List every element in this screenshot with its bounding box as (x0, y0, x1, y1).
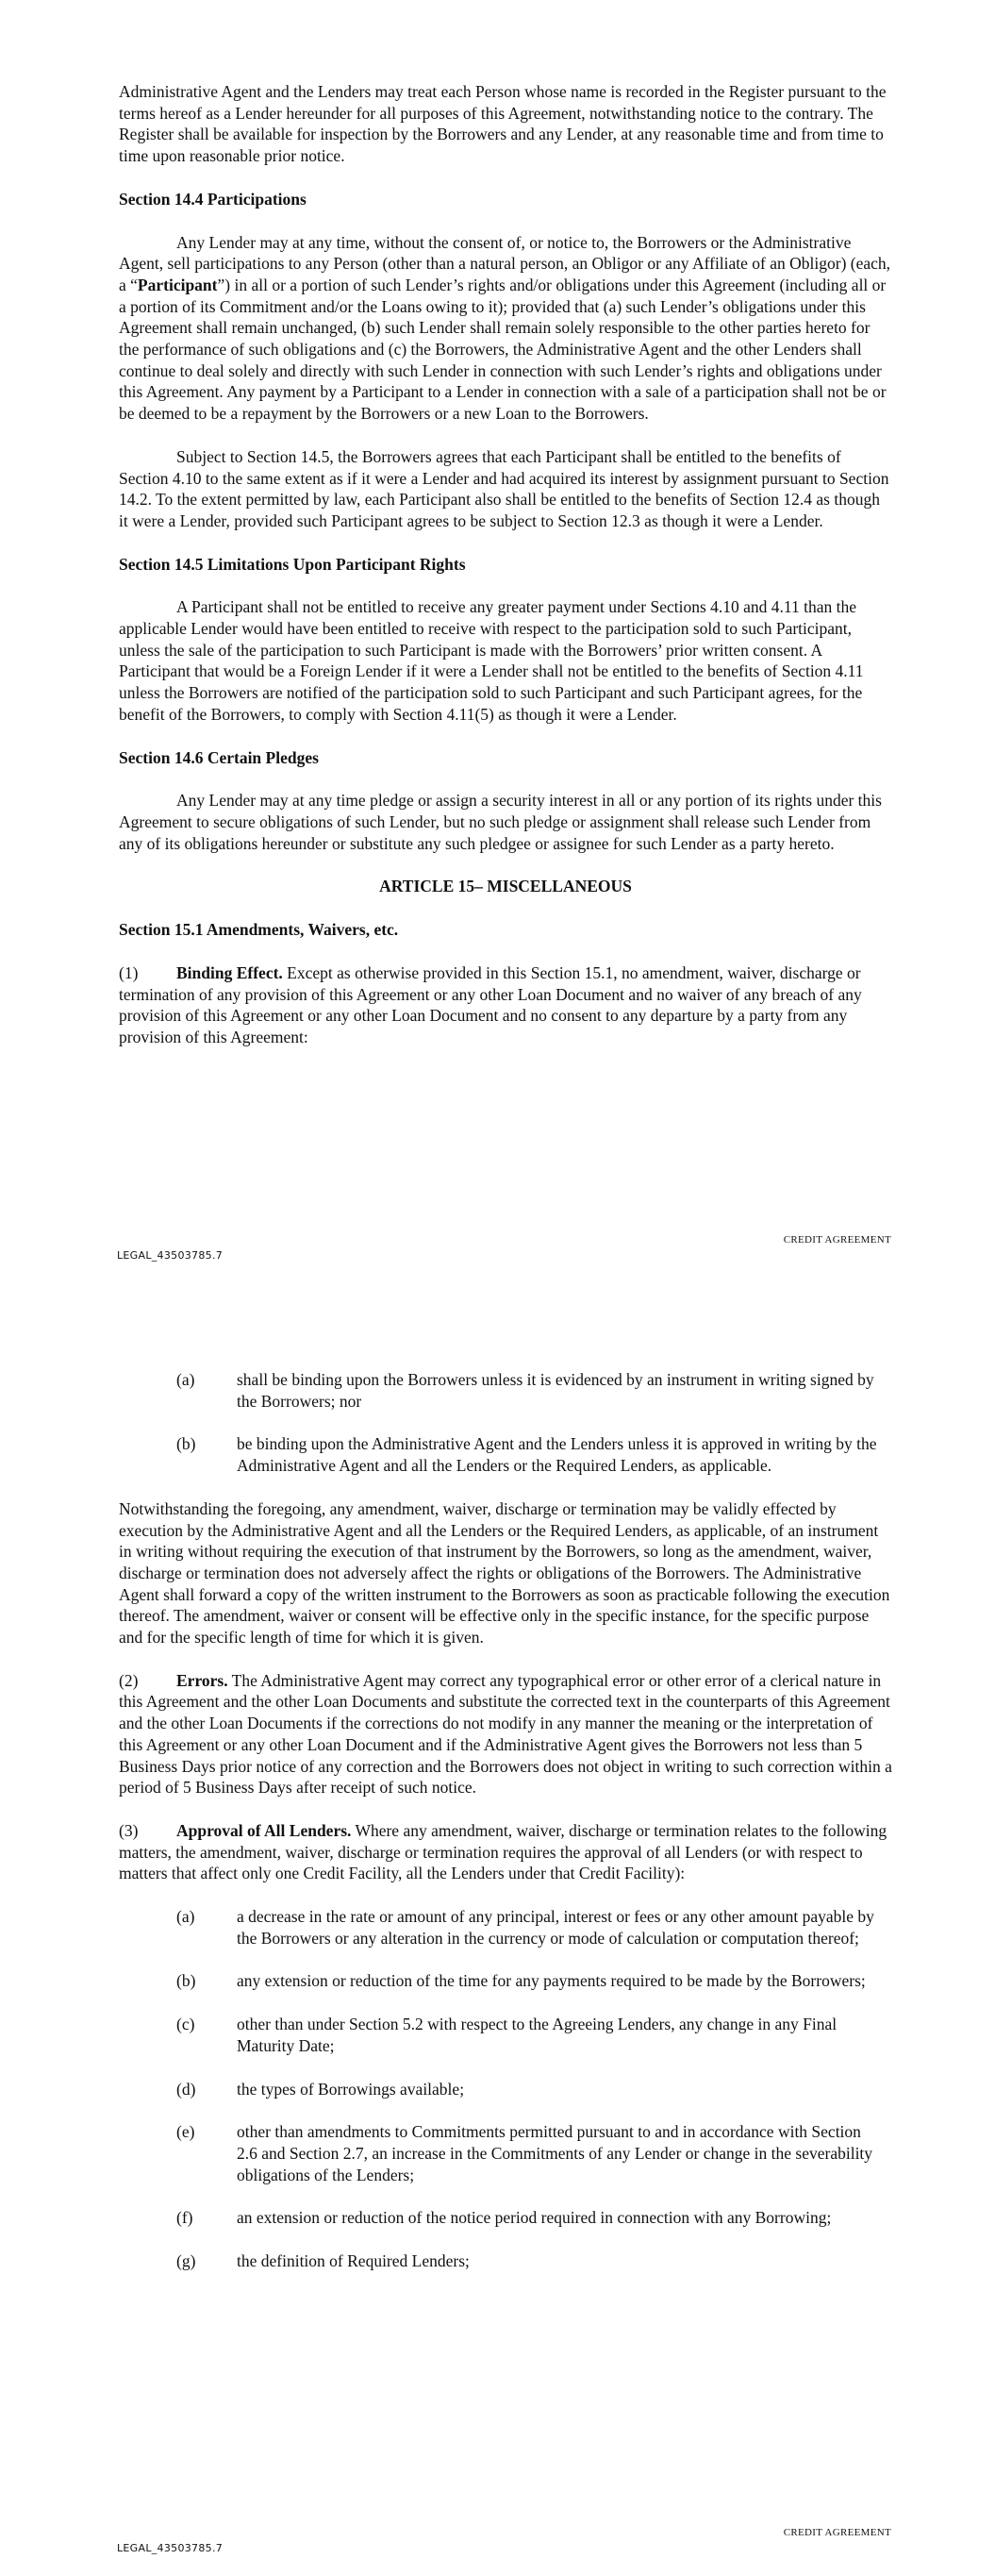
item-text: other than amendments to Commitments permitted pursuant to and in accordance with Section 2.6 and Section 2.7, an increase in the Commitments of any Lender or change in the severability obligations of the Lenders; (237, 2122, 873, 2184)
item-text: the definition of Required Lenders; (237, 2251, 470, 2271)
list-item (119, 1369, 892, 1412)
paragraph-number: (2) (119, 1670, 139, 1690)
page-2-body (119, 1369, 892, 2272)
list-item (119, 1906, 892, 1949)
list-item (119, 1433, 892, 1476)
section-14-6-heading: Section 14.6 Certain Pledges (119, 747, 319, 767)
page-1-body (119, 81, 892, 1048)
item-text: a decrease in the rate or amount of any principal, interest or fees or any other amount payable by the Borrowers or any alteration in the currency or mode of calculation or computation thereof; (237, 1907, 874, 1948)
paragraph-intro: Administrative Agent and the Lenders may treat each Person whose name is recorded in the Register pursuant to the terms hereof as a Lender hereunder for all purposes of this Agreement, notwithstanding notice to the contrary. The Register shall be available for inspection by the Borrowers and any Lender, at any reasonable time and from time to time upon reasonable prior notice. (119, 82, 887, 166)
binding-effect-text: Except as otherwise provided in this Section 15.1, no amendment, waiver, discharge or termination of any provision of this Agreement or any other Loan Document and no waiver of any breach of any provision of this Agreement or any other Loan Document and no consent to any departure by a party from any provision of this Agreement: (119, 962, 862, 1046)
notwithstanding-paragraph: Notwithstanding the foregoing, any amendment, waiver, discharge or termination may be validly effected by execution by the Administrative Agent and all the Lenders or the Required Lenders, as applicable, of an instrument in writing without requiring the execution of that instrument by the Borrowers, so long as the amendment, waiver, discharge or termination does not adversely affect the rights or obligations of the Borrowers. The Administrative Agent shall forward a copy of the written instrument to the Borrowers as soon as practicable following the execution thereof. The amendment, waiver or consent will be effective only in the specific instance, for the specific purpose and for the specific length of time for which it is given. (119, 1498, 890, 1648)
item-label: (c) (176, 2015, 195, 2034)
errors-term: Errors. (176, 1670, 228, 1690)
item-text: other than under Section 5.2 with respect to the Agreeing Lenders, any change in any Final Maturity Date; (237, 2015, 837, 2055)
footer-doc-id: LEGAL_43503785.7 (117, 2542, 224, 2554)
item-label: (a) (176, 1907, 195, 1927)
errors-text: The Administrative Agent may correct any typographical error or other error of a clerical nature in this Agreement and the other Loan Documents and substitute the corrected text in the counterparts of this Agreement and the other Loan Documents if the corrections do not modify in any manner the meaning or the interpretation of this Agreement or any other Loan Document and if the Administrative Agent gives the Borrowers not less than 5 Business Days prior notice of any correction and the Borrowers does not object in writing to such correction within a period of 5 Business Days after receipt of such notice. (119, 1670, 892, 1798)
errors-paragraph (119, 1670, 892, 1798)
binding-effect-term: Binding Effect. (176, 962, 283, 982)
list-item (119, 2207, 892, 2229)
approval-text: Where any amendment, waiver, discharge or termination relates to the following matters, the amendment, waiver, discharge or termination requires the approval of all Lenders (or with respect to matters that affect only one Credit Facility, all the Lenders under that Credit Facility): (119, 1820, 887, 1883)
participant-term: Participant (137, 275, 218, 294)
item-label: (g) (176, 2251, 196, 2271)
section-14-4-paragraph-2: Subject to Section 14.5, the Borrowers agrees that each Participant shall be entitled to the benefits of Section 4.10 to the same extent as if it were a Lender and had acquired its interest by assignment pursuant to Section 14.2. To the extent permitted by law, each Participant also shall be entitled to the benefits of Section 12.4 as though it were a Lender, provided such Participant agrees to be subject to Section 12.3 as though it were a Lender. (119, 446, 889, 530)
article-15-heading: ARTICLE 15– MISCELLANEOUS (379, 877, 632, 896)
list-item (119, 2121, 892, 2185)
item-text: be binding upon the Administrative Agent and the Lenders unless it is approved in writing by the Administrative Agent and all the Lenders or the Required Lenders, as applicable. (237, 1434, 877, 1476)
document-page-2 (0, 1293, 995, 2576)
section-14-4-text-pre: Any Lender may at any time, without the consent of, or notice to, the Borrowers or the Administrative Agent, sell participations to any Person (other than a natural person, an Obligor or any Affiliate of an Obligor) (each, a “ (119, 232, 891, 294)
list-item (119, 1970, 892, 1992)
item-label: (d) (176, 2079, 196, 2099)
footer-doc-id: LEGAL_43503785.7 (117, 1249, 224, 1262)
section-14-4-heading: Section 14.4 Participations (119, 189, 307, 209)
approval-term: Approval of All Lenders. (176, 1820, 352, 1840)
approval-paragraph (119, 1820, 892, 1884)
item-label: (b) (176, 1434, 196, 1454)
paragraph-number: (3) (119, 1820, 139, 1840)
list-item (119, 2014, 892, 2056)
footer-credit-agreement: CREDIT AGREEMENT (783, 2527, 891, 2538)
paragraph-number: (1) (119, 962, 139, 982)
item-text: any extension or reduction of the time for any payments required to be made by the Borrowers; (237, 1971, 866, 1991)
section-14-4-paragraph-1 (119, 232, 892, 425)
item-label: (f) (176, 2208, 193, 2228)
list-item (119, 2079, 892, 2100)
item-text: an extension or reduction of the notice period required in connection with any Borrowing; (237, 2208, 832, 2228)
footer-credit-agreement: CREDIT AGREEMENT (783, 1234, 891, 1246)
item-label: (b) (176, 1971, 196, 1991)
item-label: (e) (176, 2122, 195, 2142)
section-14-5-heading: Section 14.5 Limitations Upon Participant Rights (119, 554, 466, 574)
section-15-1-paragraph-1 (119, 962, 892, 1048)
item-text: the types of Borrowings available; (237, 2079, 465, 2099)
section-15-1-heading: Section 15.1 Amendments, Waivers, etc. (119, 920, 399, 940)
item-label: (a) (176, 1370, 195, 1389)
section-14-4-text-post: ”) in all or a portion of such Lender’s rights and/or obligations under this Agreement (including all or a portion of its Commitment and/or the Loans owing to it); provided that (a) such Lender’s obligations under this Agreement shall remain unchanged, (b) such Lender shall remain solely responsible to the other parties hereto for the performance of such obligations and (c) the Borrowers, the Administrative Agent and the other Lenders shall continue to deal solely and directly with such Lender in connection with such Lender’s rights and obligations under this Agreement. Any payment by a Participant to a Lender in connection with a sale of a participation shall not be or be deemed to be a repayment by the Borrowers or a new Loan to the Borrowers. (119, 275, 887, 424)
section-14-5-paragraph: A Participant shall not be entitled to receive any greater payment under Sections 4.10 and 4.11 than the applicable Lender would have been entitled to receive with respect to the participation sold to such Participant, unless the sale of the participation to such Participant is made with the Borrowers’ prior written consent. A Participant that would be a Foreign Lender if it were a Lender shall not be entitled to the benefits of Section 4.11 unless the Borrowers are notified of the participation sold to such Participant and such Participant agrees, for the benefit of the Borrowers, to comply with Section 4.11(5) as though it were a Lender. (119, 597, 864, 724)
document-page-1 (0, 0, 995, 1274)
list-item (119, 2250, 892, 2272)
item-text: shall be binding upon the Borrowers unless it is evidenced by an instrument in writing signed by the Borrowers; nor (237, 1370, 874, 1411)
section-14-6-paragraph: Any Lender may at any time pledge or assign a security interest in all or any portion of its rights under this Agreement to secure obligations of such Lender, but no such pledge or assignment shall release such Lender from any of its obligations hereunder or substitute any such pledgee or assignee for such Lender as a party hereto. (119, 791, 882, 853)
